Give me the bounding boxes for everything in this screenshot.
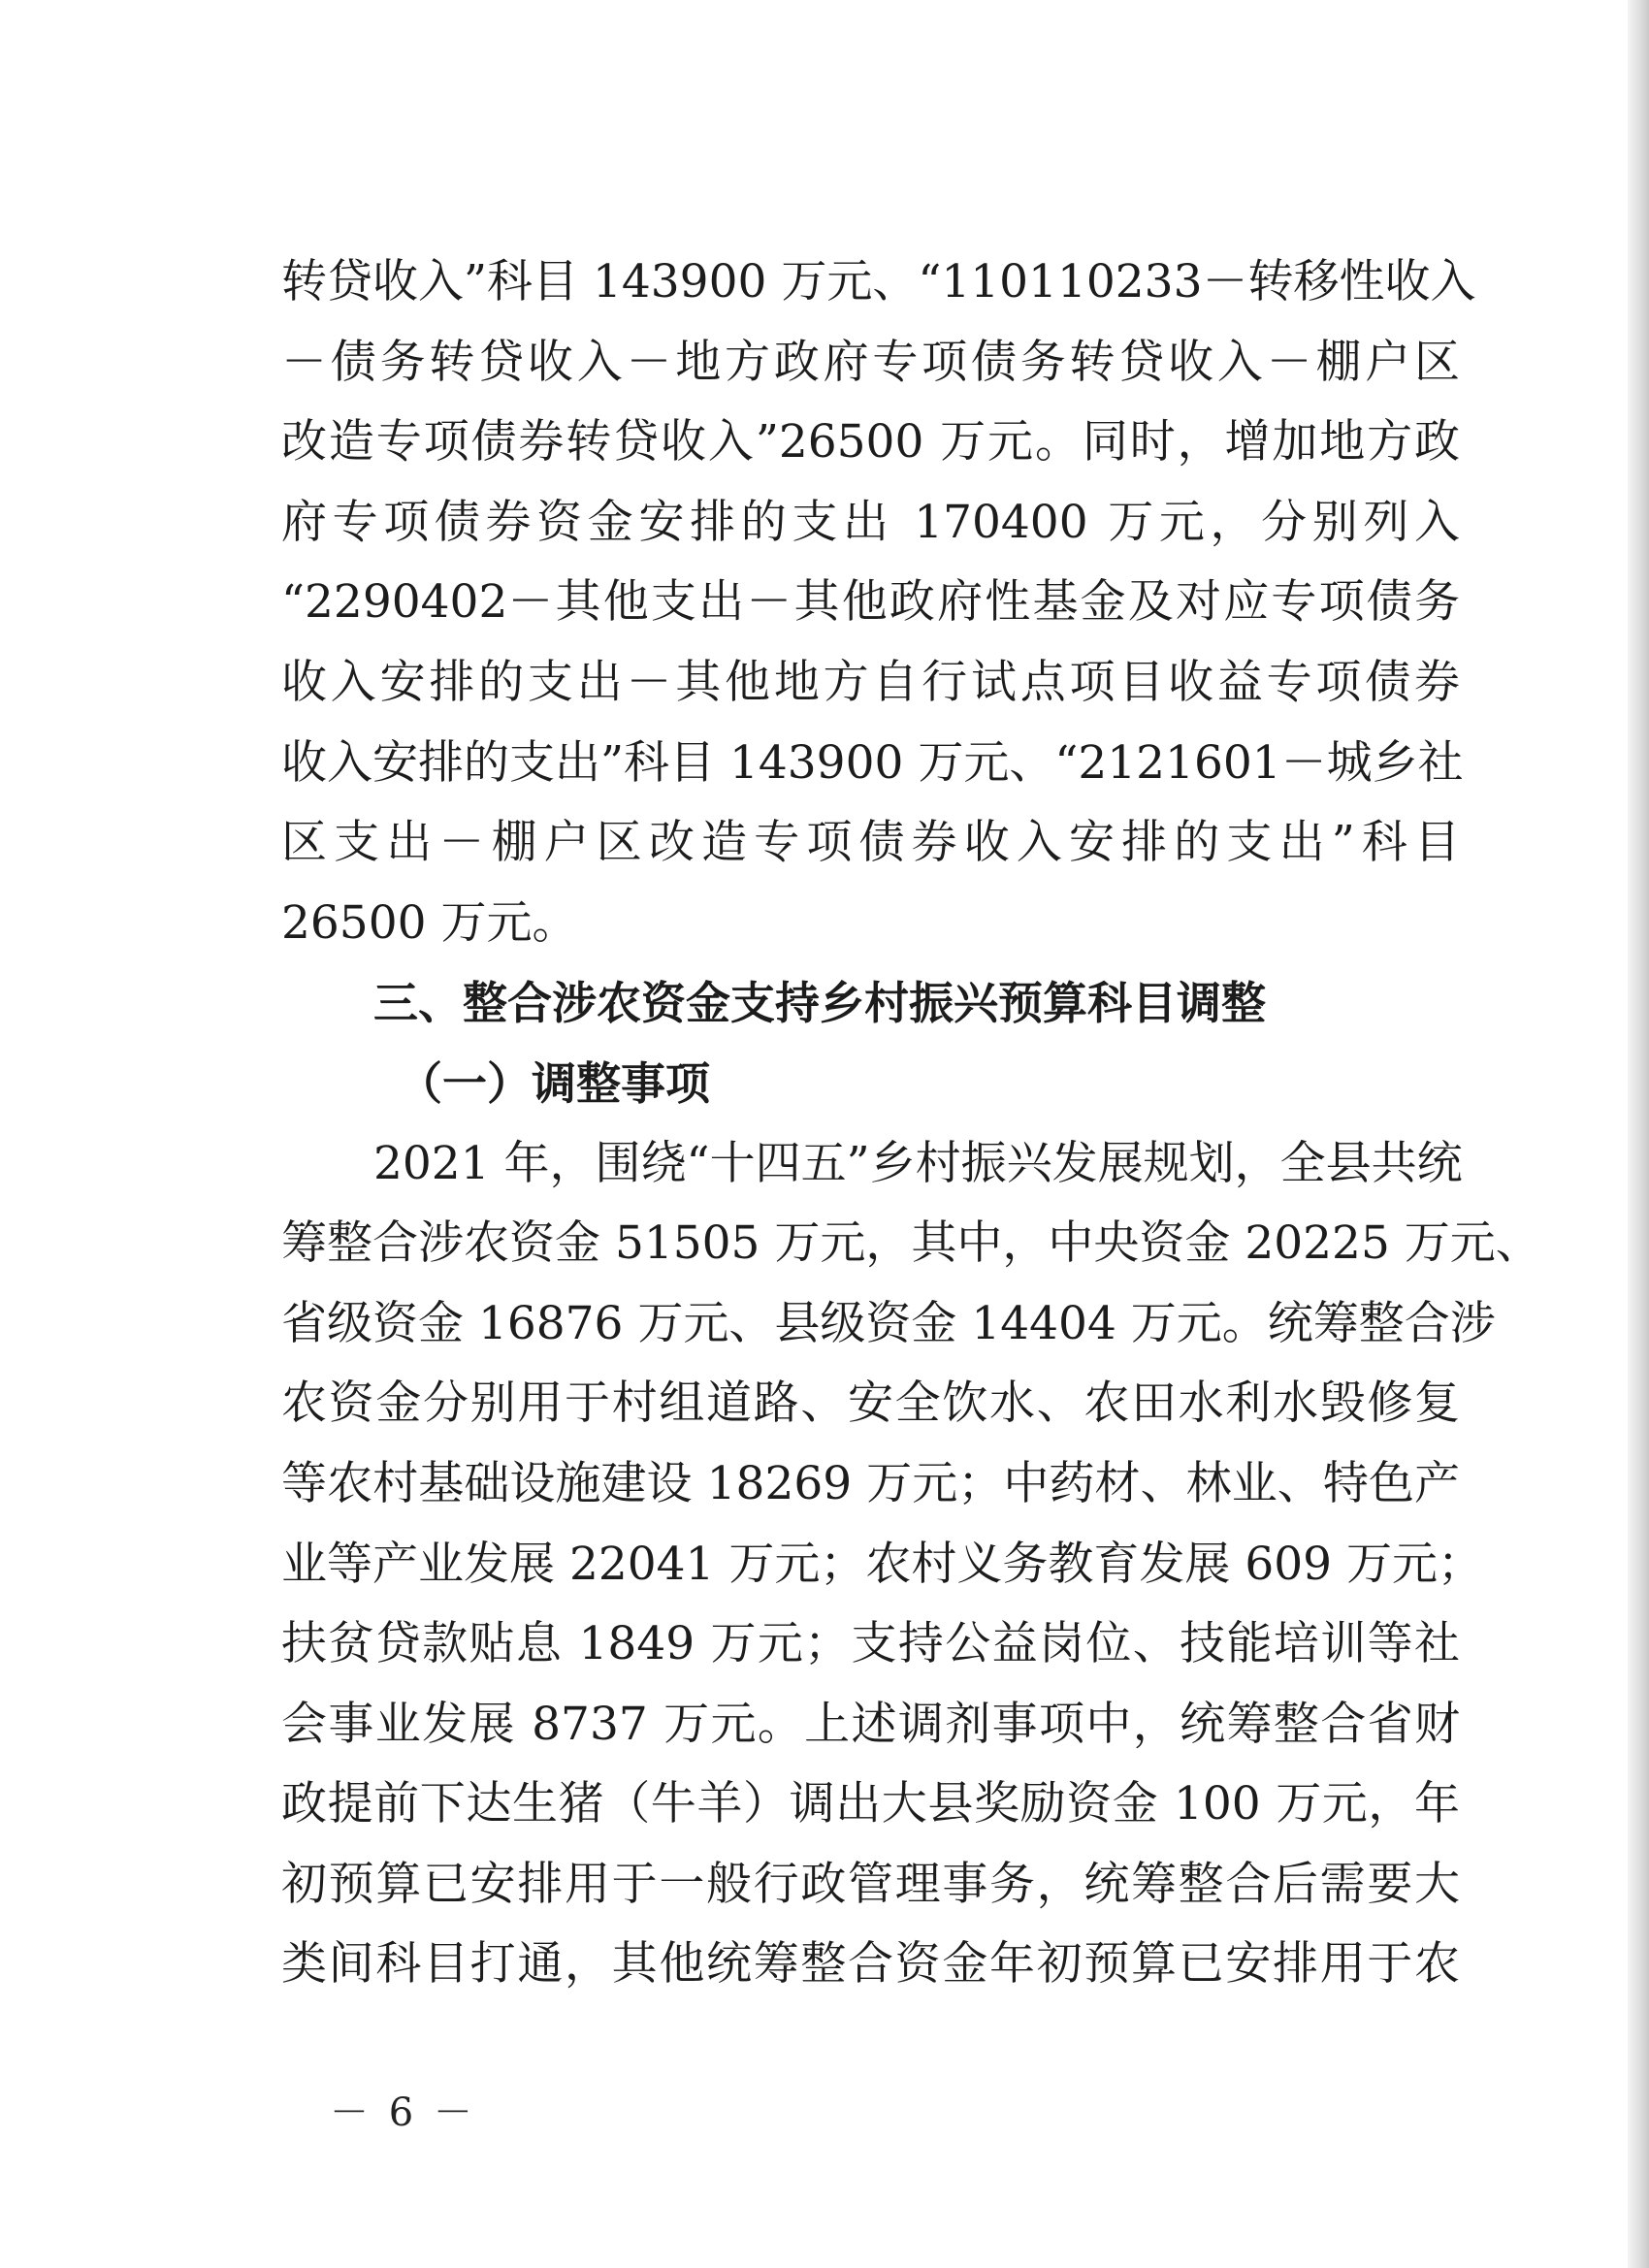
text-line: 府专项债券资金安排的支出 170400 万元，分别列入 [281,495,1460,549]
section-heading: 三、整合涉农资金支持乡村振兴预算科目调整 [373,977,1266,1030]
scan-page-edge [1628,0,1649,2268]
text-line: 转贷收入”科目 143900 万元、“110110233－转移性收入 [281,255,1476,308]
paragraph-line: 类间科目打通，其他统筹整合资金年初预算已安排用于农 [281,1937,1460,1992]
paragraph-line: 2021 年，围绕“十四五”乡村振兴发展规划，全县共统 [373,1136,1463,1190]
text-line: 改造专项债券转贷收入”26500 万元。同时，增加地方政 [281,415,1460,470]
document-body [281,243,1541,2005]
text-line: “2290402－其他支出－其他政府性基金及对应专项债务 [281,575,1460,630]
text-line: 区支出－棚户区改造专项债券收入安排的支出”科目 [281,816,1460,870]
paragraph-line: 农资金分别用于村组道路、安全饮水、农田水利水毁修复 [281,1377,1460,1431]
paragraph-line: 会事业发展 8737 万元。上述调剂事项中，统筹整合省财 [281,1697,1460,1751]
page-number: － 6 － [330,2090,476,2135]
paragraph-line: 初预算已安排用于一般行政管理事务，统筹整合后需要大 [281,1857,1460,1911]
text-line: 26500 万元。 [281,895,578,950]
paragraph-line: 筹整合涉农资金 51505 万元，其中，中央资金 20225 万元、 [281,1216,1541,1271]
text-line: －债务转贷收入－地方政府专项债务转贷收入－棚户区 [281,335,1460,389]
text-line: 收入安排的支出－其他地方自行试点项目收益专项债券 [281,655,1460,709]
paragraph-line: 等农村基础设施建设 18269 万元；中药材、林业、特色产 [281,1456,1460,1510]
paragraph-line: 业等产业发展 22041 万元；农村义务教育发展 609 万元； [281,1537,1483,1591]
paragraph-line: 政提前下达生猪（牛羊）调出大县奖励资金 100 万元，年 [281,1777,1460,1831]
subsection-heading: （一）调整事项 [398,1056,710,1110]
paragraph-line: 省级资金 16876 万元、县级资金 14404 万元。统筹整合涉 [281,1296,1496,1350]
text-line: 收入安排的支出”科目 143900 万元、“2121601－城乡社 [281,735,1464,790]
paragraph-line: 扶贫贷款贴息 1849 万元；支持公益岗位、技能培训等社 [281,1617,1460,1671]
